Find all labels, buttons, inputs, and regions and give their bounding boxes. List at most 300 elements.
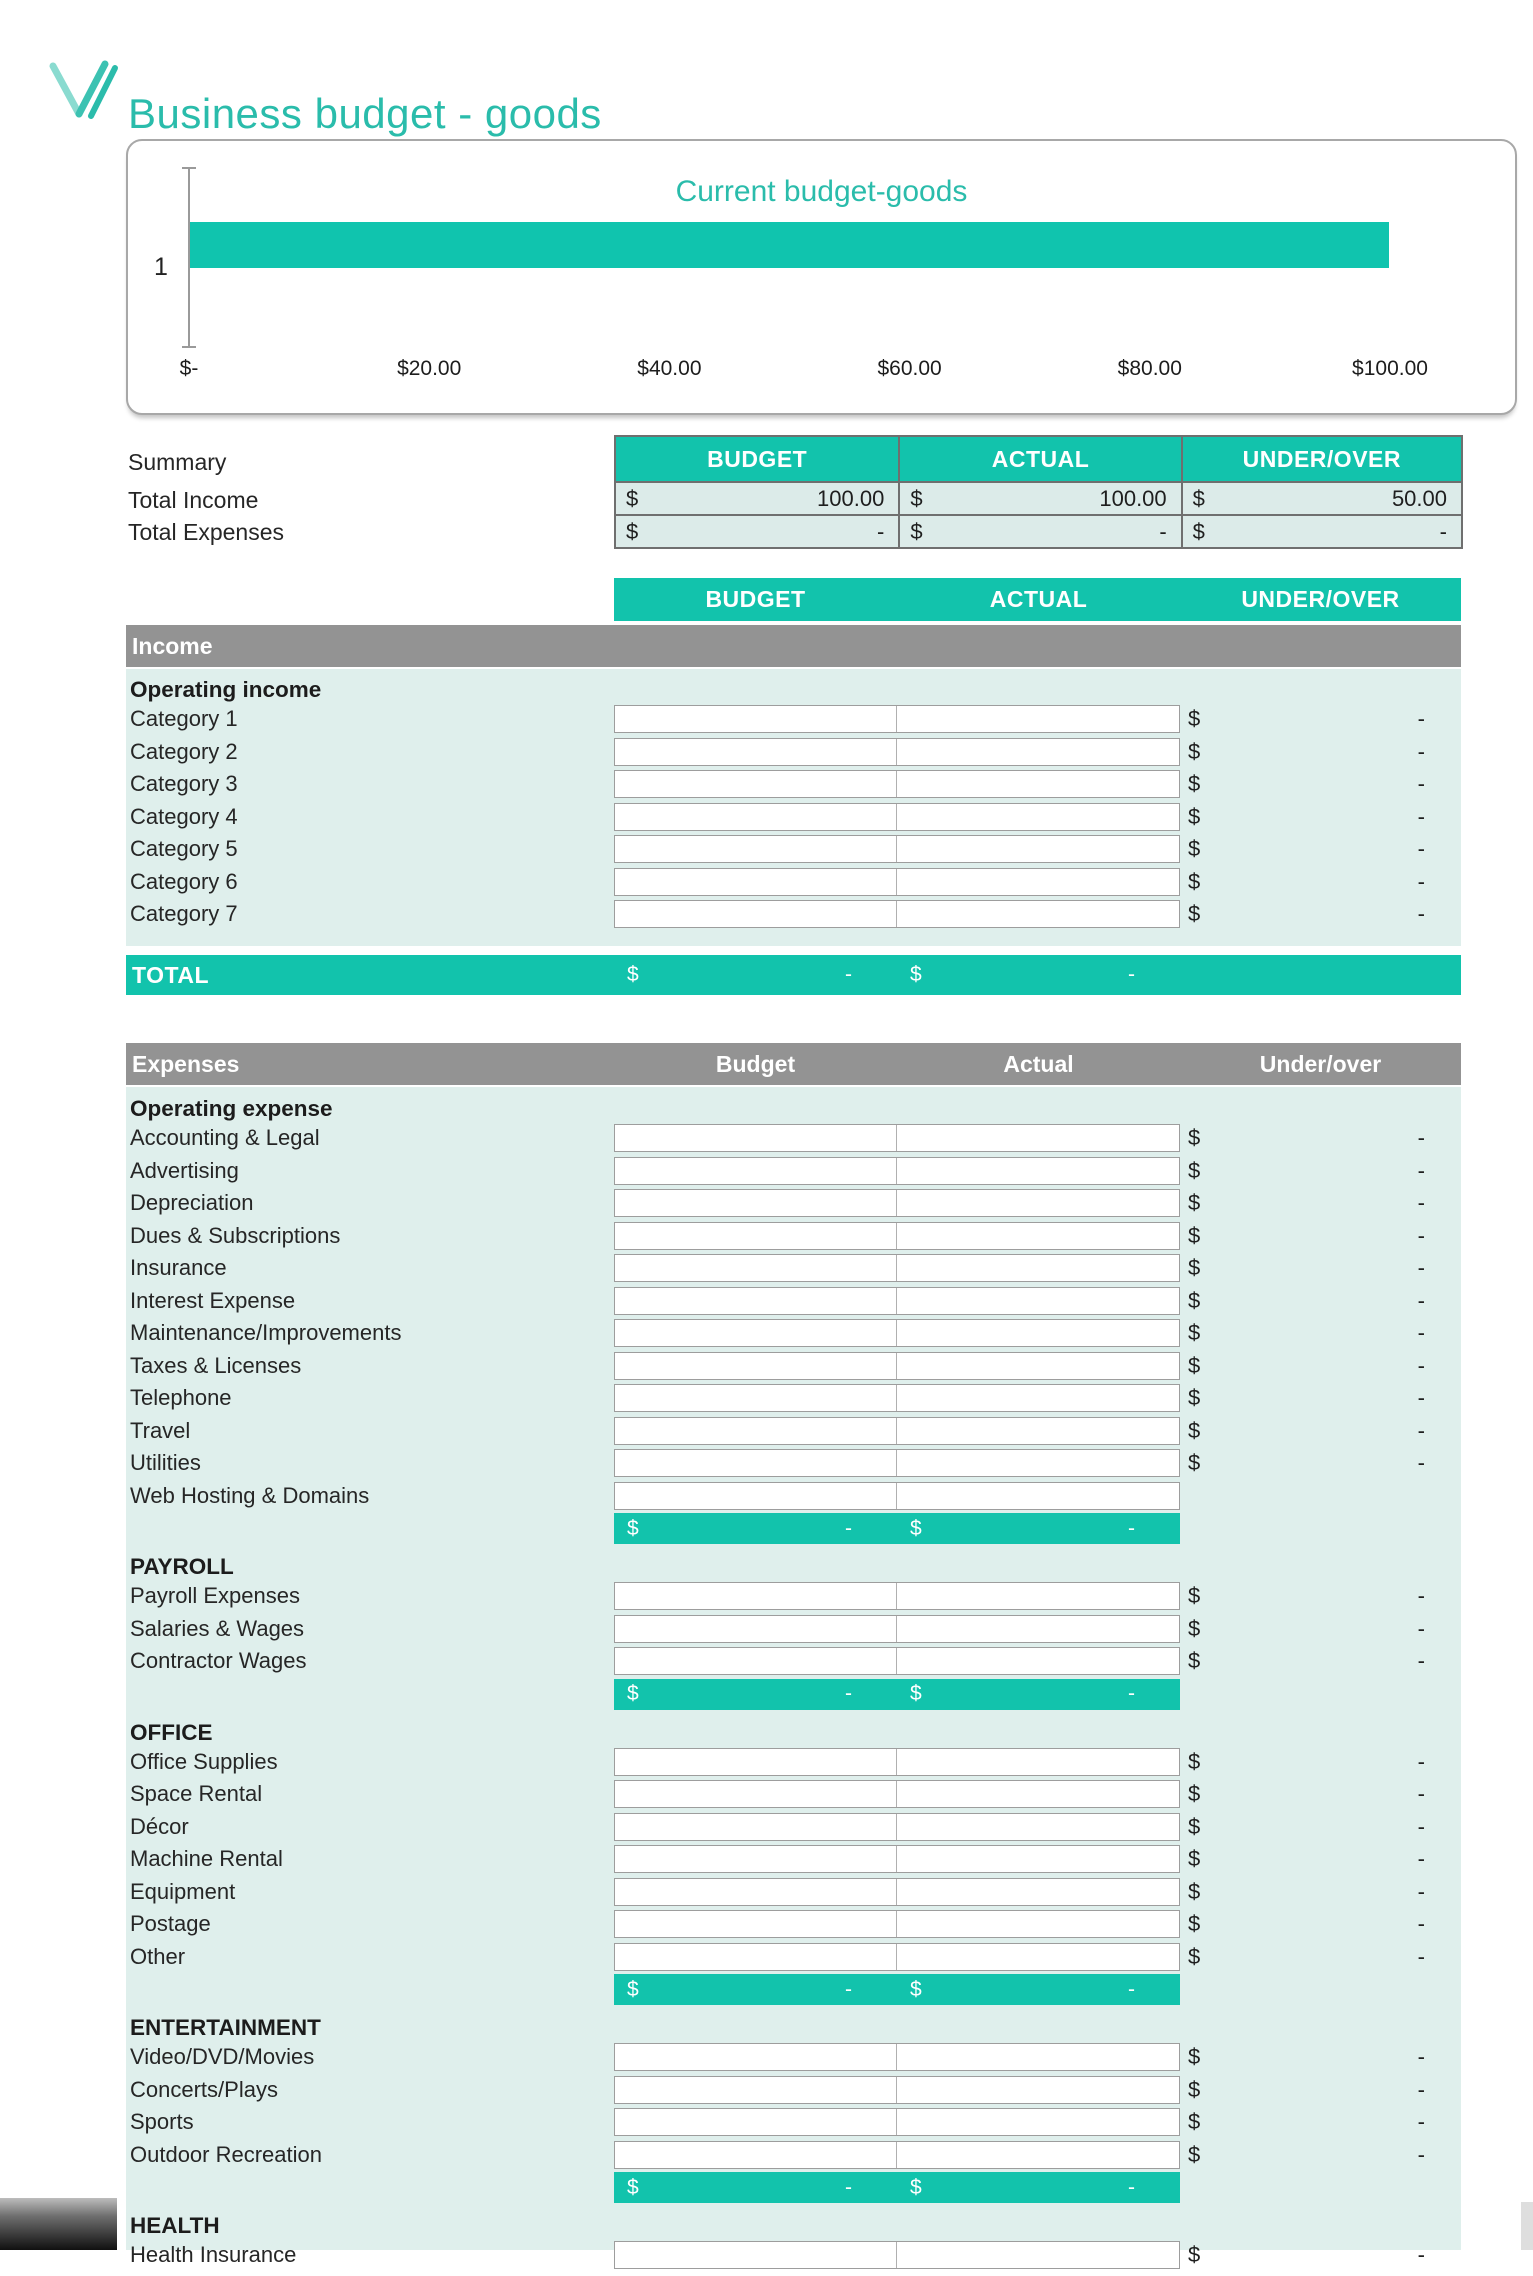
under-over-cell: [1180, 869, 1461, 895]
currency-symbol: $: [627, 2175, 639, 2199]
actual-input-cell[interactable]: [897, 1288, 1179, 1314]
total-income-actual-value: 100.00: [1099, 485, 1167, 511]
currency-symbol: $: [1188, 2109, 1201, 2135]
brand-logo-icon: [46, 58, 120, 122]
input-cell-pair: [614, 770, 1180, 798]
summary-row-total-expenses: [616, 514, 1461, 547]
column-header-budget: BUDGET: [705, 586, 806, 612]
actual-input-cell[interactable]: [897, 1814, 1179, 1840]
budget-input-cell[interactable]: [615, 1944, 897, 1970]
budget-input-cell[interactable]: [615, 706, 897, 732]
currency-symbol: $: [1188, 1255, 1201, 1281]
budget-input-cell[interactable]: [615, 739, 897, 765]
expense-row: [126, 1645, 1461, 1678]
input-cell-pair: [614, 1222, 1180, 1250]
total-income-underover-value: 50.00: [1391, 485, 1447, 511]
budget-input-cell[interactable]: [615, 1385, 897, 1411]
budget-input-cell[interactable]: [615, 869, 897, 895]
x-axis-tick-label: $80.00: [1117, 357, 1182, 380]
input-cell-pair: [614, 1615, 1180, 1643]
under-over-cell: [1180, 1616, 1461, 1642]
row-label: Category 3: [130, 771, 238, 797]
expense-groups: [126, 1090, 1461, 2276]
row-label: Postage: [130, 1911, 211, 1937]
spacer: [126, 2272, 1461, 2276]
under-over-cell: [1180, 1846, 1461, 1872]
budget-input-cell[interactable]: [615, 1353, 897, 1379]
actual-input-cell[interactable]: [897, 1353, 1179, 1379]
budget-input-cell[interactable]: [615, 2044, 897, 2070]
expense-group-label: PAYROLL: [130, 1554, 234, 1579]
under-over-value: -: [1417, 1878, 1425, 1904]
actual-input-cell[interactable]: [897, 1418, 1179, 1444]
input-cell-pair: [614, 868, 1180, 896]
under-over-cell: [1180, 804, 1461, 830]
under-over-cell: [1180, 1648, 1461, 1674]
expense-group-subtotal-row: [614, 1679, 1180, 1710]
currency-symbol: $: [1192, 518, 1205, 544]
row-label: Telephone: [130, 1385, 232, 1411]
expense-row: [126, 1350, 1461, 1383]
currency-symbol: $: [910, 1682, 922, 1705]
under-over-value: -: [1417, 868, 1425, 894]
actual-input-cell[interactable]: [897, 1190, 1179, 1216]
budget-input-cell[interactable]: [615, 804, 897, 830]
row-label: Health Insurance: [130, 2242, 297, 2268]
expense-row: [126, 1317, 1461, 1350]
under-over-value: -: [1417, 1417, 1425, 1443]
under-over-value: -: [1417, 1781, 1425, 1807]
expenses-column-underover: Under/over: [1259, 1050, 1382, 1077]
budget-input-cell[interactable]: [615, 1288, 897, 1314]
currency-symbol: $: [1188, 1813, 1201, 1839]
budget-input-cell[interactable]: [615, 1255, 897, 1281]
actual-input-cell[interactable]: [897, 771, 1179, 797]
currency-symbol: $: [1188, 771, 1201, 797]
actual-subtotal-value: -: [1128, 1516, 1135, 1540]
currency-symbol: $: [1188, 706, 1201, 732]
under-over-cell: [1180, 2242, 1461, 2268]
row-label: Space Rental: [130, 1781, 263, 1807]
under-over-value: -: [1417, 1385, 1425, 1411]
currency-symbol: $: [1188, 2141, 1201, 2167]
actual-input-cell[interactable]: [897, 2044, 1179, 2070]
currency-symbol: $: [910, 2175, 922, 2199]
currency-symbol: $: [626, 485, 639, 511]
under-over-value: -: [1417, 1222, 1425, 1248]
expense-group-subtotal-row: [614, 1513, 1180, 1544]
row-label: Concerts/Plays: [130, 2076, 278, 2102]
currency-symbol: $: [1188, 1190, 1201, 1216]
expense-group-label: OFFICE: [130, 1719, 213, 1745]
row-label: Payroll Expenses: [130, 1583, 300, 1609]
actual-input-cell[interactable]: [897, 1385, 1179, 1411]
chart-axis-tick-bottom: [182, 346, 196, 348]
currency-symbol: $: [1188, 1287, 1201, 1313]
under-over-value: -: [1417, 1190, 1425, 1216]
expense-group-subtotal-row: [614, 1974, 1180, 2005]
row-label: Sports: [130, 2109, 194, 2135]
actual-input-cell[interactable]: [897, 1125, 1179, 1151]
budget-input-cell[interactable]: [615, 2242, 897, 2268]
page-edge-shadow: [1521, 2202, 1533, 2250]
row-label: Décor: [130, 1813, 189, 1839]
under-over-cell: [1180, 1911, 1461, 1937]
under-over-cell: [1180, 1814, 1461, 1840]
row-label: Category 6: [130, 868, 238, 894]
row-label: Category 1: [130, 706, 238, 732]
budget-input-cell[interactable]: [615, 1846, 897, 1872]
actual-input-cell[interactable]: [897, 2142, 1179, 2168]
currency-symbol: $: [910, 1516, 922, 1540]
under-over-value: -: [1417, 901, 1425, 927]
under-over-value: -: [1417, 1648, 1425, 1674]
under-over-value: -: [1417, 1157, 1425, 1183]
expense-row: [126, 1746, 1461, 1779]
currency-symbol: $: [1188, 1417, 1201, 1443]
chart-title: Current budget-goods: [675, 175, 968, 208]
budget-input-cell[interactable]: [615, 1879, 897, 1905]
actual-input-cell[interactable]: [897, 901, 1179, 927]
income-group-label: Operating income: [130, 677, 322, 702]
income-total-row: [126, 955, 1461, 995]
actual-input-cell[interactable]: [897, 1846, 1179, 1872]
currency-symbol: $: [1188, 1222, 1201, 1248]
row-label: Maintenance/Improvements: [130, 1320, 402, 1346]
currency-symbol: $: [627, 1516, 639, 1540]
budget-input-cell[interactable]: [615, 1190, 897, 1216]
budget-input-cell[interactable]: [615, 1450, 897, 1476]
under-over-value: -: [1417, 1943, 1425, 1969]
input-cell-pair: [614, 835, 1180, 863]
under-over-cell: [1180, 1158, 1461, 1184]
actual-input-cell[interactable]: [897, 739, 1179, 765]
total-expenses-budget-value: -: [877, 518, 885, 544]
under-over-cell: [1180, 1255, 1461, 1281]
input-cell-pair: [614, 2108, 1180, 2136]
expense-row: [126, 1220, 1461, 1253]
budget-input-cell[interactable]: [615, 1320, 897, 1346]
row-label: Depreciation: [130, 1190, 254, 1216]
expense-row: [126, 2239, 1461, 2272]
actual-input-cell[interactable]: [897, 1450, 1179, 1476]
x-axis-tick-label: $20.00: [397, 357, 462, 380]
summary-row-total-income: [616, 481, 1461, 514]
actual-input-cell[interactable]: [897, 1255, 1179, 1281]
budget-input-cell[interactable]: [615, 1648, 897, 1674]
expenses-section-band: [126, 1043, 1461, 1085]
subtotal-budget-cell: [614, 2172, 897, 2203]
budget-input-cell[interactable]: [615, 901, 897, 927]
currency-symbol: $: [1188, 738, 1201, 764]
actual-input-cell[interactable]: [897, 1483, 1179, 1509]
row-label: Accounting & Legal: [130, 1125, 320, 1151]
subtotal-actual-cell: [897, 1974, 1180, 2005]
currency-symbol: $: [910, 963, 922, 986]
expense-row: [126, 1811, 1461, 1844]
x-axis-tick-label: $-: [179, 357, 199, 380]
actual-input-cell[interactable]: [897, 1320, 1179, 1346]
summary-row-label-income: Total Income: [128, 487, 259, 513]
row-label: Video/DVD/Movies: [130, 2044, 315, 2070]
currency-symbol: $: [626, 518, 639, 544]
currency-symbol: $: [1188, 2076, 1201, 2102]
actual-input-cell[interactable]: [897, 2077, 1179, 2103]
expense-row: [126, 1876, 1461, 1909]
under-over-cell: [1180, 1320, 1461, 1346]
expense-row: [126, 1941, 1461, 1974]
under-over-cell: [1180, 1879, 1461, 1905]
actual-input-cell[interactable]: [897, 1583, 1179, 1609]
subtotal-actual-cell: [897, 1679, 1180, 1710]
under-over-cell: [1180, 1125, 1461, 1151]
budget-chart-card: [126, 139, 1517, 415]
under-over-cell: [1180, 1418, 1461, 1444]
actual-input-cell[interactable]: [897, 706, 1179, 732]
expense-row: [126, 2074, 1461, 2107]
under-over-value: -: [1417, 771, 1425, 797]
subtotal-budget-cell: [614, 1513, 897, 1544]
page-title: Business budget - goods: [128, 90, 602, 138]
income-row: [126, 801, 1461, 834]
expense-row: [126, 1252, 1461, 1285]
currency-symbol: $: [1188, 1320, 1201, 1346]
actual-subtotal-value: -: [1128, 1682, 1135, 1705]
input-cell-pair: [614, 1319, 1180, 1347]
under-over-cell: [1180, 1223, 1461, 1249]
budget-subtotal-value: -: [845, 2175, 852, 2199]
under-over-value: -: [1417, 1125, 1425, 1151]
actual-input-cell[interactable]: [897, 869, 1179, 895]
currency-symbol: $: [1188, 1125, 1201, 1151]
currency-symbol: $: [910, 518, 923, 544]
currency-symbol: $: [910, 485, 923, 511]
under-over-value: -: [1417, 1846, 1425, 1872]
expense-group-label: ENTERTAINMENT: [130, 2015, 321, 2040]
row-label: Category 2: [130, 738, 238, 764]
income-rows: [126, 703, 1461, 931]
budget-input-cell[interactable]: [615, 1781, 897, 1807]
row-label: Category 4: [130, 803, 238, 829]
actual-input-cell[interactable]: [897, 1781, 1179, 1807]
chart-category-label: 1: [154, 253, 168, 281]
input-cell-pair: [614, 900, 1180, 928]
total-expenses-underover-value: -: [1439, 518, 1447, 544]
summary-cell: [898, 483, 1180, 514]
budget-input-cell[interactable]: [615, 2109, 897, 2135]
under-over-value: -: [1417, 2044, 1425, 2070]
currency-symbol: $: [1188, 1648, 1201, 1674]
currency-symbol: $: [1188, 2242, 1201, 2268]
under-over-value: -: [1417, 1748, 1425, 1774]
input-cell-pair: [614, 1352, 1180, 1380]
income-section-band: [126, 625, 1461, 667]
actual-subtotal-value: -: [1128, 1977, 1135, 2001]
currency-symbol: $: [627, 963, 639, 986]
income-total-actual-cell: [897, 963, 1180, 987]
expense-row: [126, 1778, 1461, 1811]
budget-input-cell[interactable]: [615, 1483, 897, 1509]
under-over-value: -: [1417, 2242, 1425, 2268]
chart-axis-tick-top: [182, 167, 196, 169]
under-over-value: -: [1417, 706, 1425, 732]
budget-input-cell[interactable]: [615, 1814, 897, 1840]
chart-bar-budget: [190, 222, 1389, 268]
summary-heading: Summary: [128, 449, 227, 475]
budget-input-cell[interactable]: [615, 1616, 897, 1642]
subtotal-actual-cell: [897, 2172, 1180, 2203]
under-over-cell: [1180, 2142, 1461, 2168]
row-label: Outdoor Recreation: [130, 2141, 322, 2167]
actual-input-cell[interactable]: [897, 1616, 1179, 1642]
actual-input-cell[interactable]: [897, 1911, 1179, 1937]
expense-row: [126, 2139, 1461, 2172]
input-cell-pair: [614, 1254, 1180, 1282]
under-over-cell: [1180, 2109, 1461, 2135]
currency-symbol: $: [1188, 1385, 1201, 1411]
expense-row: [126, 2041, 1461, 2074]
actual-input-cell[interactable]: [897, 836, 1179, 862]
income-row: [126, 736, 1461, 769]
summary-cell: [1181, 516, 1461, 547]
expense-row: [126, 1155, 1461, 1188]
under-over-value: -: [1417, 2141, 1425, 2167]
under-over-cell: [1180, 771, 1461, 797]
under-over-cell: [1180, 1353, 1461, 1379]
currency-symbol: $: [910, 1977, 922, 2001]
budget-input-cell[interactable]: [615, 836, 897, 862]
under-over-value: -: [1417, 1911, 1425, 1937]
income-total-actual-value: -: [1128, 963, 1135, 986]
under-over-cell: [1180, 1749, 1461, 1775]
input-cell-pair: [614, 1482, 1180, 1510]
input-cell-pair: [614, 1384, 1180, 1412]
summary-table: [614, 435, 1463, 549]
actual-input-cell[interactable]: [897, 2109, 1179, 2135]
x-axis-tick-label: $40.00: [637, 357, 702, 380]
under-over-cell: [1180, 901, 1461, 927]
actual-input-cell[interactable]: [897, 1223, 1179, 1249]
subtotal-budget-cell: [614, 1679, 897, 1710]
income-row: [126, 703, 1461, 736]
income-section-label: Income: [132, 632, 213, 659]
input-cell-pair: [614, 1287, 1180, 1315]
summary-cell: [1181, 483, 1461, 514]
under-over-cell: [1180, 1450, 1461, 1476]
budget-input-cell[interactable]: [615, 1749, 897, 1775]
subtotal-actual-cell: [897, 1513, 1180, 1544]
budget-input-cell[interactable]: [615, 1158, 897, 1184]
expense-group-subtotal-row: [614, 2172, 1180, 2203]
income-row: [126, 768, 1461, 801]
total-income-budget-value: 100.00: [817, 485, 885, 511]
under-over-value: -: [1417, 1615, 1425, 1641]
input-cell-pair: [614, 2241, 1180, 2269]
budget-input-cell[interactable]: [615, 1583, 897, 1609]
under-over-value: -: [1417, 1287, 1425, 1313]
actual-input-cell[interactable]: [897, 804, 1179, 830]
currency-symbol: $: [1188, 1450, 1201, 1476]
expenses-column-budget: Budget: [715, 1050, 796, 1077]
input-cell-pair: [614, 705, 1180, 733]
row-label: Contractor Wages: [130, 1648, 307, 1674]
budget-input-cell[interactable]: [615, 1418, 897, 1444]
currency-symbol: $: [1188, 1846, 1201, 1872]
income-row: [126, 898, 1461, 931]
budget-input-cell[interactable]: [615, 1125, 897, 1151]
expenses-column-actual: Actual: [1003, 1050, 1074, 1077]
under-over-value: -: [1417, 836, 1425, 862]
input-cell-pair: [614, 738, 1180, 766]
expense-row: [126, 1613, 1461, 1646]
summary-cell: [616, 516, 898, 547]
currency-symbol: $: [1188, 803, 1201, 829]
input-cell-pair: [614, 1647, 1180, 1675]
expenses-section-body: [126, 1087, 1461, 2268]
currency-symbol: $: [1188, 2044, 1201, 2070]
income-row: [126, 833, 1461, 866]
actual-input-cell[interactable]: [897, 1749, 1179, 1775]
row-label: Interest Expense: [130, 1287, 296, 1313]
budget-input-cell[interactable]: [615, 1911, 897, 1937]
input-cell-pair: [614, 1417, 1180, 1445]
row-label: Other: [130, 1943, 186, 1969]
input-cell-pair: [614, 1813, 1180, 1841]
summary-header-row: [616, 437, 1461, 481]
budget-subtotal-value: -: [845, 1977, 852, 2001]
budget-input-cell[interactable]: [615, 2142, 897, 2168]
budget-subtotal-value: -: [845, 1516, 852, 1540]
currency-symbol: $: [1188, 1781, 1201, 1807]
currency-symbol: $: [1188, 868, 1201, 894]
currency-symbol: $: [1188, 1583, 1201, 1609]
budget-input-cell[interactable]: [615, 1223, 897, 1249]
under-over-value: -: [1417, 2109, 1425, 2135]
under-over-cell: [1180, 1583, 1461, 1609]
row-label: Dues & Subscriptions: [130, 1222, 341, 1248]
summary-row-label-expenses: Total Expenses: [128, 519, 284, 545]
income-section-body: [126, 669, 1461, 946]
input-cell-pair: [614, 1157, 1180, 1185]
row-label: Machine Rental: [130, 1846, 283, 1872]
budget-input-cell[interactable]: [615, 771, 897, 797]
budget-input-cell[interactable]: [615, 2077, 897, 2103]
row-label: Advertising: [130, 1157, 239, 1183]
actual-input-cell[interactable]: [897, 1879, 1179, 1905]
currency-symbol: $: [1188, 1352, 1201, 1378]
summary-cell: [898, 516, 1180, 547]
expense-row: [126, 1480, 1461, 1513]
summary-header-actual: ACTUAL: [898, 437, 1180, 481]
row-label: Travel: [130, 1417, 191, 1443]
currency-symbol: $: [1192, 485, 1205, 511]
budget-subtotal-value: -: [845, 1682, 852, 1705]
expense-row: [126, 1187, 1461, 1220]
under-over-cell: [1180, 1288, 1461, 1314]
input-cell-pair: [614, 1780, 1180, 1808]
actual-input-cell[interactable]: [897, 1158, 1179, 1184]
under-over-cell: [1180, 836, 1461, 862]
expense-row: [126, 1122, 1461, 1155]
input-cell-pair: [614, 1124, 1180, 1152]
actual-input-cell[interactable]: [897, 1648, 1179, 1674]
actual-input-cell[interactable]: [897, 1944, 1179, 1970]
input-cell-pair: [614, 1878, 1180, 1906]
input-cell-pair: [614, 2043, 1180, 2071]
actual-input-cell[interactable]: [897, 2242, 1179, 2268]
under-over-cell: [1180, 1781, 1461, 1807]
x-axis-tick-label: $100.00: [1352, 357, 1428, 380]
